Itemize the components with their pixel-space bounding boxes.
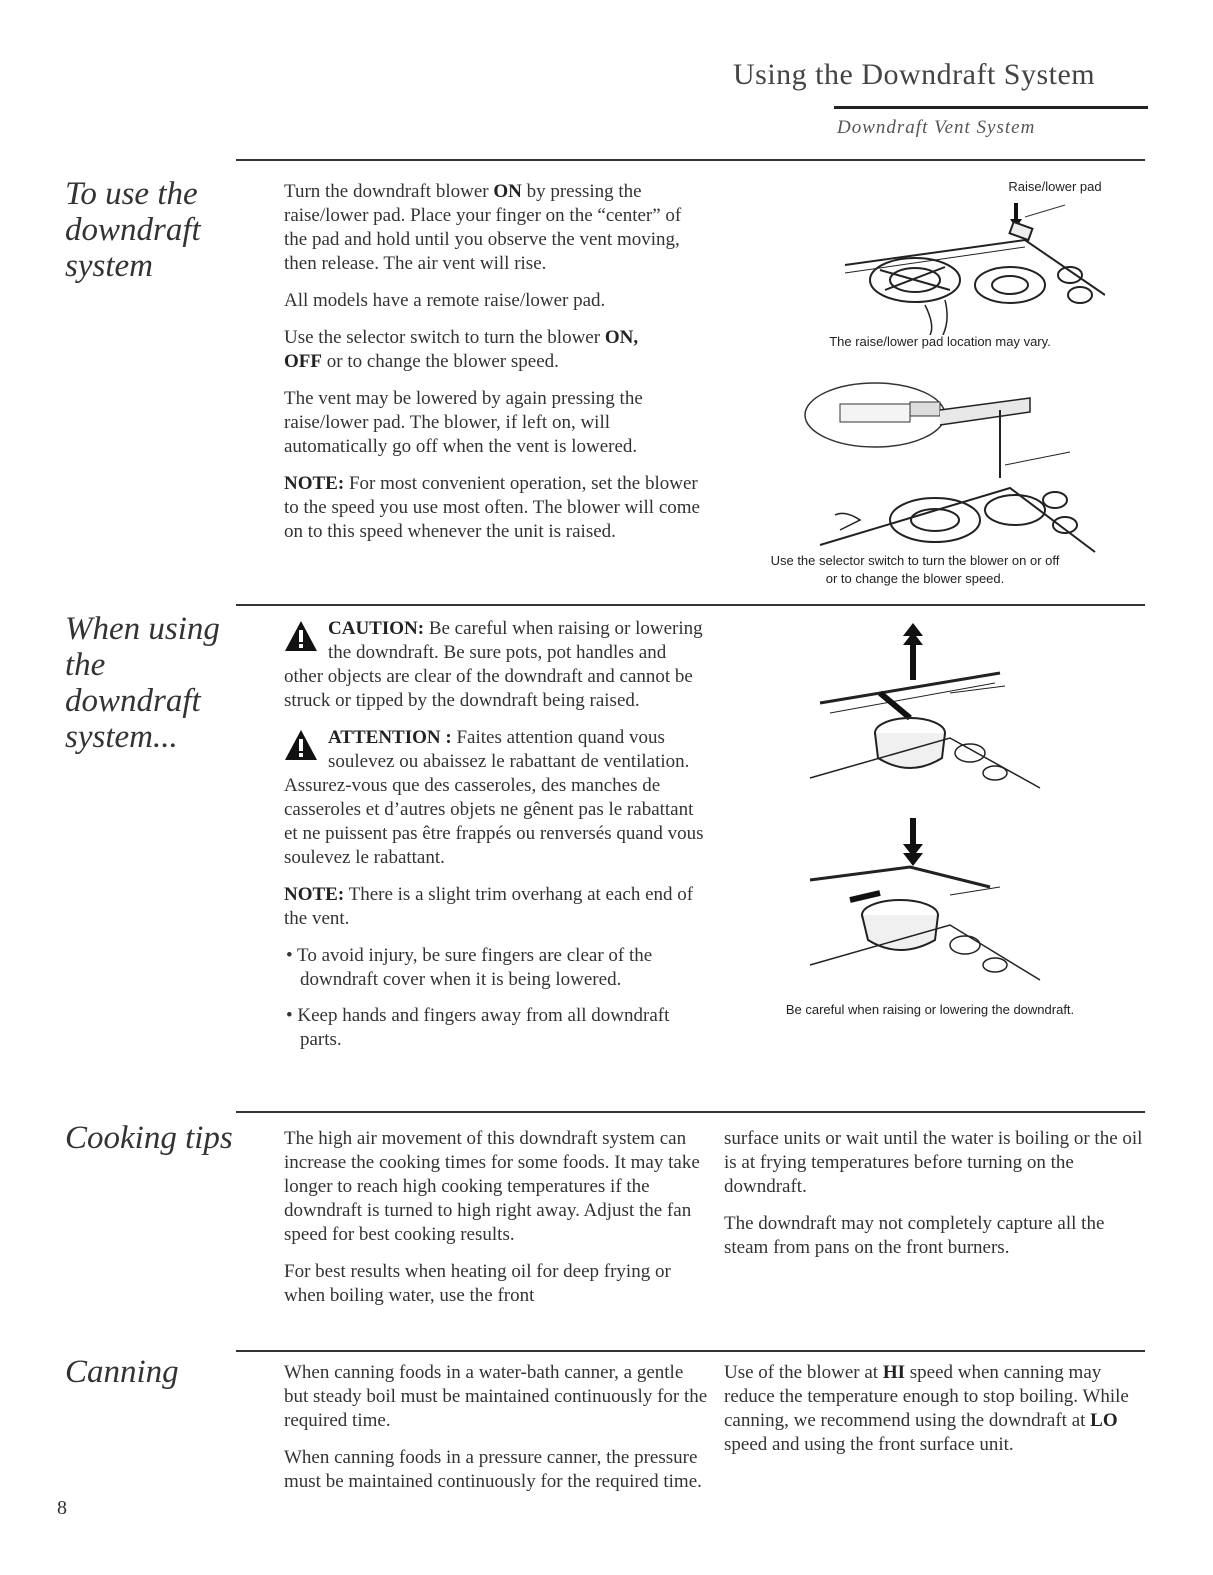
list-item: • Keep hands and fingers away from all downdraft parts.	[286, 1005, 670, 1050]
section-canning-right	[724, 1361, 1144, 1470]
note: NOTE: There is a slight trim overhang at each end of the vent.	[284, 884, 694, 929]
selector-switch-illustration	[800, 370, 1100, 555]
section-heading-tips: Cooking tips	[65, 1120, 233, 1156]
section-use-body	[284, 180, 709, 557]
paragraph: The downdraft may not completely capture all the steam from pans on the front burners.	[724, 1213, 1105, 1258]
paragraph: All models have a remote raise/lower pad.	[284, 290, 606, 311]
section-divider	[236, 159, 1145, 161]
section-divider	[236, 1111, 1145, 1113]
paragraph: When canning foods in a water-bath canner, a gentle but steady boil must be maintained continuously for the required time.	[284, 1362, 708, 1431]
section-heading-when: When using the downdraft system...	[65, 611, 220, 755]
warning-icon	[284, 619, 318, 653]
paragraph: The high air movement of this downdraft system can increase the cooking times for some foods. It may take longer to reach high cooking temperatures if the downdraft is turned to high right away. Adjust the fan speed for best cooking results.	[284, 1128, 700, 1245]
section-when-body	[284, 617, 709, 1064]
downdraft-lowering-illustration	[800, 815, 1050, 990]
figure-label: Raise/lower pad	[1008, 179, 1102, 194]
section-divider	[236, 604, 1145, 606]
section-heading-use: To use the downdraft system	[65, 176, 201, 284]
page-title: Using the Downdraft System	[733, 58, 1096, 91]
cooktop-raise-pad-illustration	[835, 195, 1105, 335]
caution-paragraph: CAUTION: Be careful when raising or lowering the downdraft. Be sure pots, pot handles and other objects are clear of the downdraft and cannot be struck or tipped by the downdraft being raised.	[284, 618, 703, 711]
paragraph: Use of the blower at HI speed when canning may reduce the temperature enough to stop boiling. While canning, we recommend using the downdraft at LO speed and using the front surface unit.	[724, 1362, 1129, 1455]
figure-caption: Be careful when raising or lowering the downdraft.	[785, 1002, 1075, 1017]
section-divider	[236, 1350, 1145, 1352]
paragraph: When canning foods in a pressure canner, the pressure must be maintained continuously for the required time.	[284, 1447, 702, 1492]
paragraph: Turn the downdraft blower ON by pressing the raise/lower pad. Place your finger on the “center” of the pad and hold until you observe the vent moving, then release. The air vent will rise.	[284, 181, 682, 274]
figure-caption: The raise/lower pad location may vary.	[829, 334, 1051, 349]
attention-paragraph: ATTENTION : Faites attention quand vous soulevez ou abaissez le rabattant de ventilation. Assurez-vous que des casseroles, des manches de casseroles et d’autres objets ne gênent pas le rabattant et ne puissent pas être frappés ou renversés quand vous soulevez le rabattant.	[284, 727, 704, 868]
list-item: • To avoid injury, be sure fingers are clear of the downdraft cover when it is being lowered.	[286, 945, 653, 990]
paragraph: For best results when heating oil for deep frying or when boiling water, use the front	[284, 1261, 671, 1306]
downdraft-raising-illustration	[800, 618, 1050, 793]
page-number: 8	[57, 1497, 67, 1519]
paragraph: surface units or wait until the water is boiling or the oil is at frying temperatures before turning on the downdraft.	[724, 1128, 1143, 1197]
page-subtitle: Downdraft Vent System	[837, 117, 1036, 138]
section-canning-left	[284, 1361, 709, 1507]
figure-caption: Use the selector switch to turn the blower on or off or to change the blower speed.	[770, 553, 1060, 586]
header-rule	[834, 106, 1148, 109]
section-tips-right	[724, 1127, 1144, 1273]
section-heading-canning: Canning	[65, 1354, 179, 1390]
note: NOTE: For most convenient operation, set the blower to the speed you use most often. The blower will come on to this speed whenever the unit is raised.	[284, 473, 700, 542]
bullet-list	[284, 944, 709, 1052]
paragraph: The vent may be lowered by again pressing the raise/lower pad. The blower, if left on, will automatically go off when the vent is lowered.	[284, 388, 643, 457]
paragraph: Use the selector switch to turn the blower ON, OFF or to change the blower speed.	[284, 327, 639, 372]
section-tips-left	[284, 1127, 709, 1321]
warning-icon	[284, 728, 318, 762]
